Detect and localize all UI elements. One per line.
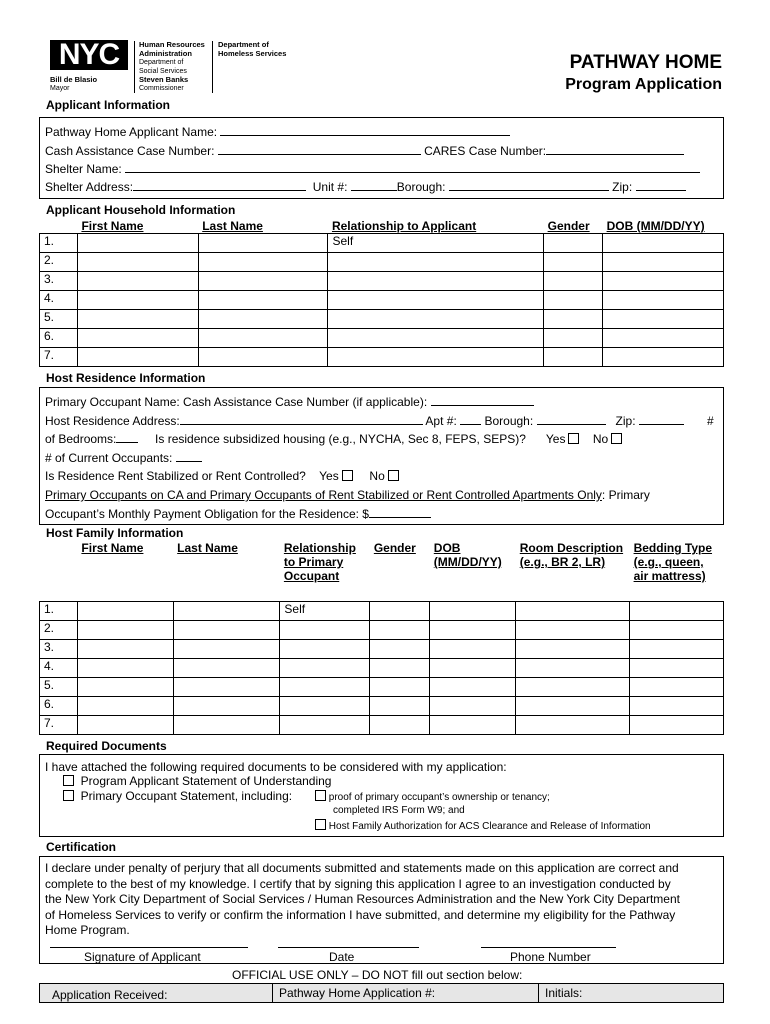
rent-yes-checkbox[interactable] [342,470,353,481]
form-title: PATHWAY HOME [569,52,722,73]
col-first-name: First Name [81,219,144,233]
col-dob: DOB (MM/DD/YY) [606,219,705,233]
rent-row: Is Residence Rent Stabilized or Rent Controlled? Yes No [45,469,399,483]
table-row: 6. [40,329,724,348]
shelter-address-row: Shelter Address: Unit #: Borough: Zip: [45,180,686,194]
occupants-row: # of Current Occupants: [45,451,202,465]
col-room: Room Description (e.g., BR 2, LR) [519,541,624,569]
host-address-field[interactable] [180,414,423,425]
statement-checkbox[interactable] [63,775,74,786]
primary-occupant-checkbox[interactable] [63,790,74,801]
table-row: 7. [40,715,724,734]
bedrooms-field[interactable] [116,432,138,443]
doc-sub-proof: proof of primary occupant’s ownership or tenancy; [315,790,550,803]
col-last-name: Last Name [202,219,263,233]
table-row: 5. [40,677,724,696]
table-row: 3. [40,272,724,291]
doc-item-statement: Program Applicant Statement of Understanding [60,774,331,788]
table-row: 3. [40,639,724,658]
self-cell: Self [280,601,370,620]
primary-occupant-row: Primary Occupant Name: Cash Assistance Case Number (if applicable): [45,395,534,409]
initials-label: Initials: [545,986,583,1000]
col-bedding: Bedding Type (e.g., queen, air mattress) [633,541,713,583]
doc-sub-acs: Host Family Authorization for ACS Clearance and Release of Information [315,819,651,832]
official-divider [272,983,273,1003]
hra-name: Human Resources Administration [139,40,205,58]
phone-line[interactable] [481,947,616,948]
borough-field[interactable] [449,180,609,191]
section-applicant-info: Applicant Information [46,98,170,112]
col-first-name: First Name [81,541,144,555]
mayor-block: Bill de Blasio Mayor [50,75,98,92]
section-host-residence: Host Residence Information [46,371,206,385]
household-table [39,219,724,367]
hash-sign: # [707,414,714,428]
section-household: Applicant Household Information [46,203,236,217]
doc-sub-w9: completed IRS Form W9; and [333,805,465,816]
case-number-field[interactable] [218,144,421,155]
shelter-name-row: Shelter Name: [45,162,700,176]
table-row: 2. [40,253,724,272]
date-line[interactable] [278,947,419,948]
section-host-family: Host Family Information [46,526,184,540]
case-number-row: Cash Assistance Case Number: CARES Case Number: [45,144,684,158]
col-dob: DOB (MM/DD/YY) [433,541,502,569]
table-row: 1. Self [40,601,724,620]
host-zip-field[interactable] [639,414,684,425]
shelter-address-field[interactable] [133,180,306,191]
applicant-name-field[interactable] [220,125,510,136]
col-gender: Gender [547,219,590,233]
bedrooms-row: of Bedrooms: Is residence subsidized housing (e.g., NYCHA, Sec 8, FEPS, SEPS)? Yes No [45,432,622,446]
table-row: 7. [40,348,724,367]
primary-occupants-note: Primary Occupants on CA and Primary Occupants of Rent Stabilized or Rent Controlled Apartments Only: Primary [45,488,650,502]
applicant-name-row: Pathway Home Applicant Name: [45,125,510,139]
official-divider [538,983,539,1003]
host-family-table [39,541,724,735]
table-row: 2. [40,620,724,639]
host-borough-field[interactable] [537,414,606,425]
header-divider [134,41,135,93]
date-label: Date [329,950,355,964]
acs-checkbox[interactable] [315,819,326,830]
table-row: 4. [40,291,724,310]
nyc-logo: NYC [50,40,128,70]
occupant-case-field[interactable] [431,395,534,406]
apt-field[interactable] [460,414,481,425]
col-last-name: Last Name [177,541,238,555]
section-certification: Certification [46,840,117,854]
table-row: 5. [40,310,724,329]
table-row: 4. [40,658,724,677]
rent-no-checkbox[interactable] [388,470,399,481]
obligation-field[interactable] [369,507,431,518]
doc-item-primary-occupant: Primary Occupant Statement, including: [60,789,292,803]
signature-line[interactable] [50,947,248,948]
required-docs-intro: I have attached the following required documents to be considered with my application: [45,760,507,774]
subsidized-no-checkbox[interactable] [611,433,622,444]
application-number-label: Pathway Home Application #: [279,986,436,1000]
header-divider [212,41,213,93]
table-row: 6. [40,696,724,715]
signature-label: Signature of Applicant [84,950,201,964]
col-relationship: Relationship to Primary Occupant [283,541,356,583]
dss-name: Department of Social Services [139,59,187,75]
col-relationship: Relationship to Applicant [331,219,477,233]
form-subtitle: Program Application [565,76,722,93]
subsidized-yes-checkbox[interactable] [568,433,579,444]
phone-label: Phone Number [510,950,591,964]
self-cell: Self [328,234,544,253]
unit-field[interactable] [351,180,397,191]
commissioner-block: Steven Banks Commissioner [139,75,189,92]
zip-field[interactable] [636,180,686,191]
host-address-row: Host Residence Address: Apt #: Borough: Zip: [45,414,684,428]
application-received-label: Application Received: [52,988,168,1002]
table-row: 1. Self [40,234,724,253]
certification-text: I declare under penalty of perjury that all documents submitted and statements made on this application are correct and complete to the best of my knowledge. I certify that by signing this application I agree to an investigation conducted by the New York City Department of Social Services / Human Resources Administration and the New York City Department of Homeless Services to verify or confirm the information I have submitted, and determine my eligibility for the Pathway Home Program. [45,861,680,937]
shelter-name-field[interactable] [125,162,700,173]
dhs-name: Department of Homeless Services [218,40,287,58]
section-required-docs: Required Documents [46,739,167,753]
occupants-field[interactable] [176,451,202,462]
proof-checkbox[interactable] [315,790,326,801]
col-gender: Gender [373,541,416,555]
cares-number-field[interactable] [546,144,684,155]
official-use-title: OFFICIAL USE ONLY – DO NOT fill out section below: [232,968,523,982]
obligation-row: Occupant’s Monthly Payment Obligation for the Residence: $ [45,507,431,521]
